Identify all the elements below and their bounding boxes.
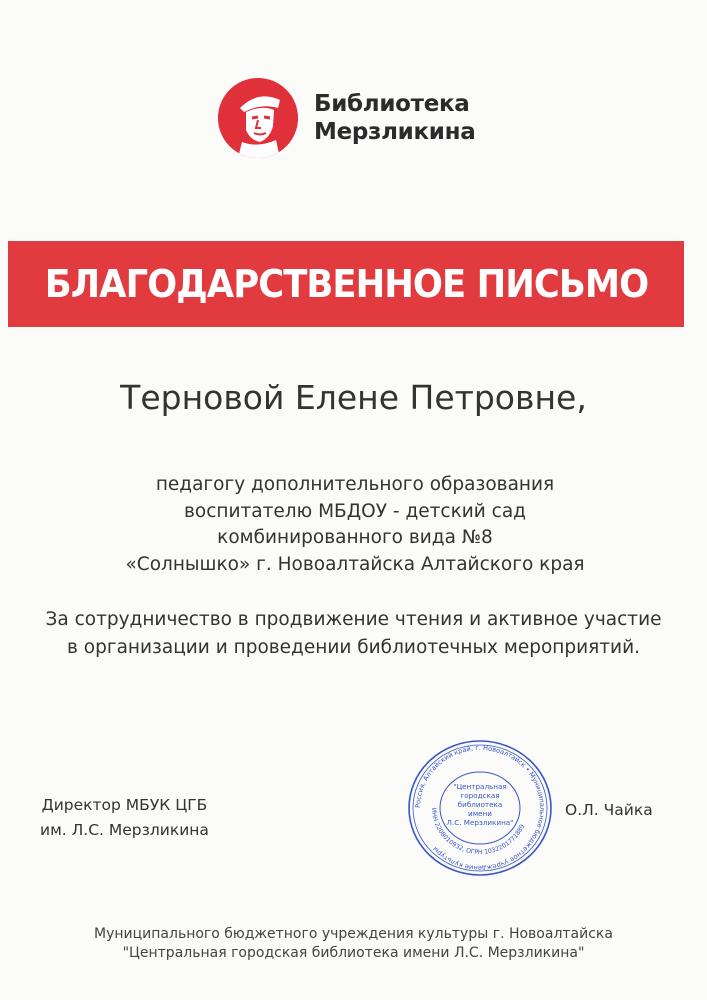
issuer-footer <box>0 925 707 963</box>
signatory-title-line: им. Л.С. Мерзликина <box>40 821 209 839</box>
footer-line: "Центральная городская библиотека имени Л.С. Мерзликина" <box>122 945 585 961</box>
document-title: БЛАГОДАРСТВЕННОЕ ПИСЬМО <box>44 262 648 306</box>
position-line: комбинированного вида №8 <box>217 527 493 548</box>
reason-line: За сотрудничество в продвижение чтения и активное участие <box>45 609 662 630</box>
recipient-position <box>60 472 650 578</box>
stamp-center-line: имени <box>468 809 492 818</box>
official-stamp <box>405 738 555 878</box>
stamp-center-line: "Центральная <box>453 782 507 791</box>
signatory-name: О.Л. Чайка <box>565 801 653 819</box>
stamp-center-line: библиотека <box>457 800 503 809</box>
gratitude-reason <box>0 606 707 662</box>
footer-line: Муниципального бюджетного учреждения культуры г. Новоалтайска <box>94 926 613 942</box>
stamp-inner-text: ИНН 2208010932, ОГРН 1032201771889 <box>429 807 527 857</box>
reason-line: в организации и проведении библиотечных мероприятий. <box>67 637 640 658</box>
recipient-name: Терновой Елене Петровне, <box>120 378 587 417</box>
library-logo-text <box>314 90 475 146</box>
stamp-outer-text: Россия, Алтайский край, г. Новоалтайск • Муниципальное бюджетное учреждение культуры <box>413 743 547 873</box>
title-banner <box>8 241 684 327</box>
position-line: «Солнышко» г. Новоалтайска Алтайского края <box>125 553 585 575</box>
signatory-title-line: Директор МБУК ЦГБ <box>41 796 208 814</box>
stamp-center-line: городская <box>460 791 500 800</box>
stamp-center-line: Л.С. Мерзликина" <box>446 818 514 827</box>
position-line: воспитателю МБДОУ - детский сад <box>184 500 526 522</box>
logo-line-1: Библиотека <box>314 91 470 117</box>
position-line: педагогу дополнительного образования <box>155 474 555 495</box>
signatory-title <box>40 793 209 843</box>
portrait-icon <box>218 78 298 158</box>
logo-line-2: Мерзликина <box>314 119 476 145</box>
